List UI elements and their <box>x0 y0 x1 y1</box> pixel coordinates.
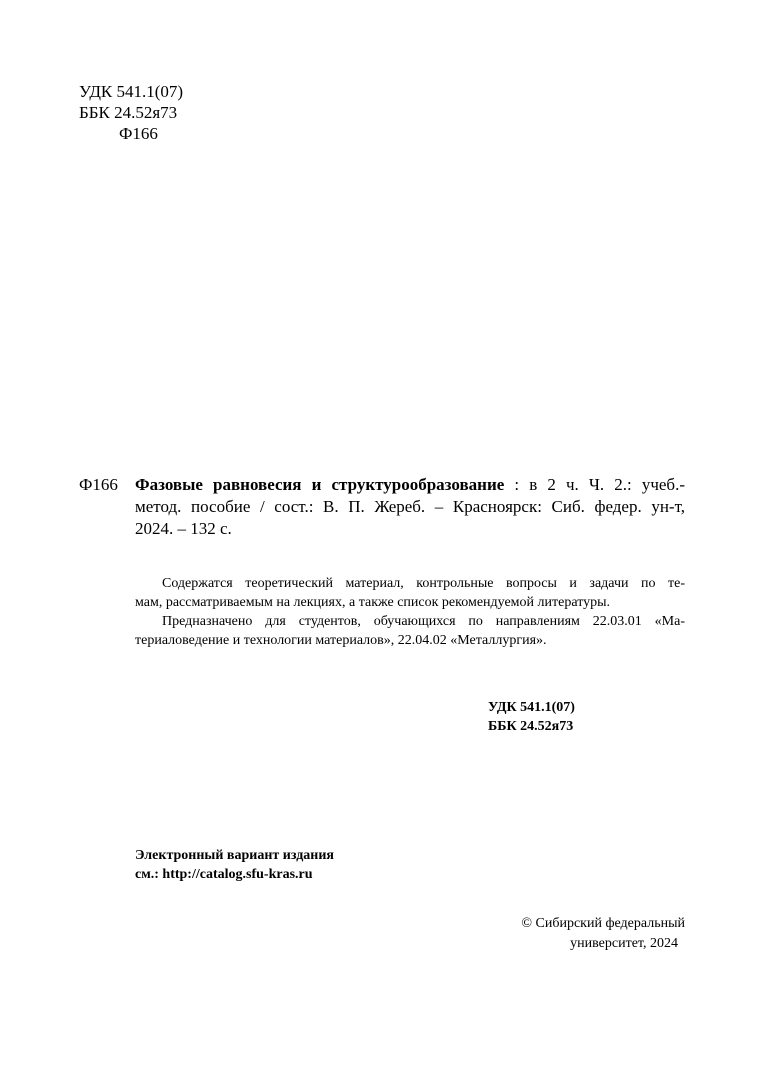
author-sign: Ф166 <box>119 124 158 143</box>
annotation-line: Предназначено для студентов, обучающихся по направлениям 22.03.01 «Ма- <box>162 614 685 629</box>
bibliographic-line: 2024. – 132 с. <box>135 519 232 538</box>
annotation-line: мам, рассматриваемым на лекциях, а также список рекомендуемой литературы. <box>135 595 611 610</box>
bibliographic-line <box>135 474 685 496</box>
bbk-code: ББК 24.52я73 <box>79 103 178 122</box>
annotation-line: териаловедение и технологии материалов», 22.04.02 «Металлургия». <box>135 633 547 648</box>
electronic-version-label: Электронный вариант издания <box>135 848 334 863</box>
bibliographic-author-sign: Ф166 <box>79 475 118 494</box>
udk-code-bold: УДК 541.1(07) <box>488 700 575 715</box>
catalog-link-text: см.: http://catalog.sfu-kras.ru <box>135 867 313 882</box>
bibliographic-text: : в 2 ч. Ч. 2.: учеб.- <box>504 475 685 494</box>
copyright-line: университет, 2024 <box>570 936 678 951</box>
copyright-line: © Сибирский федеральный <box>521 916 685 931</box>
bbk-code-bold: ББК 24.52я73 <box>488 719 574 734</box>
annotation-line: Содержатся теоретический материал, контрольные вопросы и задачи по те- <box>162 576 685 591</box>
udk-code: УДК 541.1(07) <box>79 82 184 101</box>
book-title: Фазовые равновесия и структурообразование <box>135 475 505 494</box>
bibliographic-line: метод. пособие / сост.: В. П. Жереб. – Красноярск: Сиб. федер. ун-т, <box>135 497 685 516</box>
